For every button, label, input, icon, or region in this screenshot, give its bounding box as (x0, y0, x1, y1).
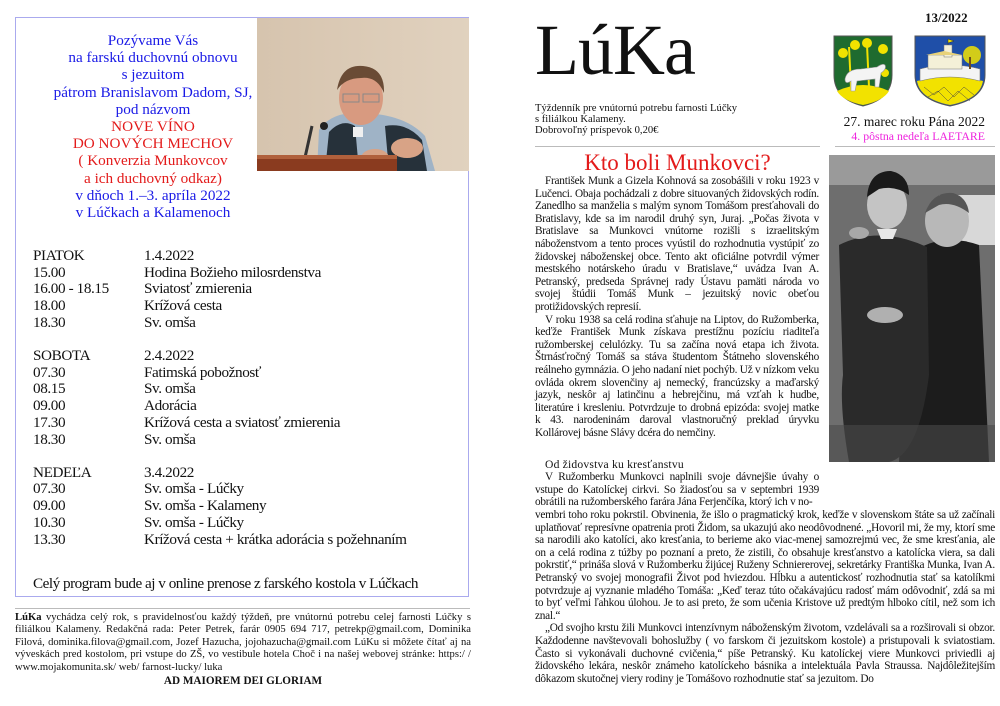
invite-line: na farskú duchovnú obnovu (68, 49, 238, 67)
tagline-price: Dobrovoľný príspevok 0,20€ (535, 125, 659, 137)
invite-title-line: DO NOVÝCH MECHOV (72, 135, 234, 153)
schedule-day-header (33, 348, 453, 365)
schedule-day-friday (33, 248, 453, 332)
schedule-event: Sv. omša (144, 313, 196, 331)
article-column (535, 471, 819, 509)
munk-family-photo (829, 155, 995, 462)
schedule-day-header (33, 465, 453, 482)
schedule-row (33, 481, 453, 498)
schedule-event: Sv. omša - Lúčky (144, 513, 244, 531)
imprint-footer (15, 612, 471, 687)
invite-line: pod názvom (115, 100, 191, 118)
schedule-event: Hodina Božieho milosrdenstva (144, 263, 321, 281)
invite-line: pátrom Branislavom Dadom, SJ, (53, 83, 253, 101)
schedule-event: Sviatosť zmierenia (144, 280, 252, 298)
day-name: PIATOK (33, 247, 85, 264)
footer-text: vychádza celý rok, s pravidelnosťou každý týždeň, pre vnútornú potrebu celej farnosti Lúčky s filiálkou Kalameny. Redakčná rada: Peter Petrek, farár 0905 694 717, petrekp@gmail.com, Dominika Filová, dominika.filova@gmail.com, Jozef Hazucha, jojohazucha@gmail.com LúKu si môžete čítať aj na výveskách pred kostolom, pri vstupe do ZŠ, vo vestibule hotela Choč i na našej webovej stránke: https:/ / www.mojakomunita.sk/ web/ farnost-lucky/ luka (15, 612, 471, 673)
schedule-row (33, 365, 453, 382)
schedule-time: 16.00 - 18.15 (33, 280, 109, 298)
coat-of-arms-castle-icon (914, 35, 986, 107)
schedule-event: Krížová cesta a sviatosť zmierenia (144, 413, 341, 431)
schedule-time: 09.00 (33, 397, 66, 415)
invite-subtitle-line: a ich duchovný odkaz) (84, 169, 222, 187)
schedule-time: 18.00 (33, 297, 66, 315)
schedule-event: Sv. omša (144, 380, 196, 398)
article-paragraph: V Ružomberku Munkovci naplnili svoje dávnejšie úvahy o vstupe do Katolíckej cirkvi. So žiadosťou sa v septembri 1939 obrátili na ružomberského farára Jána Ferjenčíka, ktorý ich v no- (535, 471, 819, 509)
header-divider-right (835, 146, 995, 147)
day-date: 1.4.2022 (144, 247, 194, 264)
schedule-day-saturday (33, 348, 453, 448)
day-date: 3.4.2022 (144, 463, 194, 481)
coat-of-arms-lamb-icon (833, 35, 893, 107)
schedule-time: 10.30 (33, 513, 66, 531)
invitation-text (34, 32, 272, 221)
tagline-line: Týždenník pre vnútornú potrebu farnosti Lúčky (535, 103, 738, 114)
invite-title-line: NOVE VÍNO (111, 118, 195, 136)
schedule-event: Fatimská pobožnosť (144, 363, 261, 381)
header-divider-left (535, 146, 820, 147)
liturgical-sunday: 4. pôstna nedeľa LAETARE (851, 129, 985, 143)
priest-photo-image (257, 18, 469, 171)
day-name: SOBOTA (33, 347, 91, 365)
article-paragraph: V roku 1938 sa celá rodina sťahuje na Liptov, do Ružomberka, keďže František Munk získava prestížnu pozíciu riaditeľa ružomberskej celulózky. Tu sa začína nová etapa ich života. Štrnásťročný Tomáš sa stáva študentom Štátneho slovenského reálneho gymnázia. O jeho nadaní niet pochýb. Už v nízkom veku ovláda okrem slovenčiny aj nemecký, francúzsky a maďarský jazyk, neskôr aj latinčinu a hebrejčinu, má vzťah k hudbe, literatúre i kresleniu. Potvrdzuje to drobná epizóda: svojej matke k 43. narodeninám daroval vlastnoručný preklad úryvku Kollárovej básne Slávy dcéra do nemčiny. (535, 313, 819, 439)
invite-line: s jezuitom (121, 66, 185, 84)
schedule-row (33, 315, 453, 332)
schedule-time: 07.30 (33, 480, 66, 498)
schedule-event: Sv. omša - Lúčky (144, 480, 244, 498)
invite-date-line: v dňoch 1.–3. apríla 2022 (75, 186, 231, 204)
schedule-row (33, 432, 453, 449)
schedule-event: Sv. omša (144, 430, 196, 448)
tagline-line: s filiálkou Kalameny. (535, 114, 626, 126)
priest-photo (257, 18, 469, 171)
schedule-row (33, 398, 453, 415)
article-subheading: Od židovstva ku kresťanstvu (545, 458, 684, 471)
masthead-tagline (535, 103, 737, 137)
article-paragraph: „Od svojho krstu žili Munkovci intenzívnym náboženským životom, vzdelávali sa a rozširovali si obzor. Každodenne navštevovali bohoslužby ( vo farskom či jezuitskom kostole) a pristupovali k sviatostiam. Často si vykonávali duchovné cvičenia,“ píše Petranský. Ku katolíckej viere Munkovci priviedli aj židovského lekára, neskôr známeho katolíckeho básnika a intelektuála Pavla Straussa. Najdôležitejším dôkazom skutočnej viery rodiny je Tomášovo rozhodnutie stať sa jezuitom. Do (535, 622, 995, 685)
schedule-event: Sv. omša - Kalameny (144, 497, 267, 515)
article-column-wide (535, 509, 995, 685)
schedule-time: 15.00 (33, 263, 66, 281)
article-paragraph: vembri toho roku pokrstil. Obvinenia, že išlo o pragmatický krok, keďže v slovenskom štáte sa už začínali uplatňovať represívne opatrenia proti Židom, sa ukazujú ako neodôvodnené. „Hovoril mi, že my, ktorí sme sa narodili ako katolíci, ako kresťania, to berieme ako viac-menej samozrejmú vec, že sme kresťania, ale on a celá rodina z túžby po poznaní a preto, že zistili, čo obsahuje kresťanstvo a katolícka viera, sa dali pokrstiť,“ prináša slová v Ružomberku žijúcej Ruženy Schniererovej, sekretárky Františka Munka, Ivan A. Petranský vo svojej monografii Život pod hviezdou. Hĺbku a autentickosť rozhodnutia stať sa katolíkmi potvrdzuje aj vyznanie mladého Tomáša: „Keď teraz túto očakávajúcu radosť mám odôvodniť, zdá sa mi to byť veľmi ľahkou úlohou. Je to asi preto, že som učenia Kristove už predtým hlboko cítil, než som ich znal.“ (535, 509, 995, 622)
schedule-time: 18.30 (33, 430, 66, 448)
day-name: NEDEĽA (33, 463, 92, 481)
article-paragraph: František Munk a Gizela Kohnová sa zosobášili v roku 1923 v Lučenci. Obaja pochádzali z dobre situovaných židovských rodín. Zanedlho sa manželia s malým synom Tomášom presťahovali do Bratislavy, kde sa im narodil druhý syn, Juraj. „Počas života v Bratislave sa Munkovci vnútorne rozišli s izraelitským náboženstvom a tento proces vyústil do rozhodnutia vystúpiť zo židovskej náboženskej obce. Tento akt oficiálne potvrdil výmer mestského notárskeho úradu v Bratislave,“ uvádza Ivan A. Petranský, predseda Správnej rady Ústavu pamäti národa vo svojej štúdii Tomáš Munk – jezuitský novic obeťou protižidovských represií. (535, 175, 819, 313)
footer-divider (15, 608, 470, 609)
schedule-time: 17.30 (33, 413, 66, 431)
schedule-event: Krížová cesta + krátka adorácia s požehnaním (144, 530, 407, 548)
schedule-event: Krížová cesta (144, 297, 222, 315)
issue-date: 27. marec roku Pána 2022 (843, 114, 985, 129)
schedule-row (33, 298, 453, 315)
schedule-day-sunday (33, 465, 453, 549)
footer-motto: AD MAIOREM DEI GLORIAM (163, 675, 323, 688)
schedule-row (33, 265, 453, 282)
schedule-time: 07.30 (33, 363, 66, 381)
schedule-time: 18.30 (33, 313, 66, 331)
invite-place-line: v Lúčkach a Kalamenoch (75, 204, 231, 222)
day-date: 2.4.2022 (144, 347, 194, 365)
footer-brand: LúKa (15, 612, 42, 623)
schedule-event: Adorácia (144, 397, 197, 415)
invite-subtitle-line: ( Konverzia Munkovcov (78, 152, 228, 170)
issue-number: 13/2022 (925, 10, 968, 25)
munk-photo-image (829, 155, 995, 462)
schedule-row (33, 381, 453, 398)
program-note: Celý program bude aj v online prenose z farského kostola v Lúčkach (33, 575, 418, 592)
schedule-row (33, 515, 453, 532)
schedule-row (33, 498, 453, 515)
article-column (535, 175, 819, 439)
article-title: Kto boli Munkovci? (584, 150, 771, 175)
schedule-time: 09.00 (33, 497, 66, 515)
schedule-row (33, 532, 453, 549)
schedule-time: 13.30 (33, 530, 66, 548)
schedule-row (33, 415, 453, 432)
schedule (33, 248, 453, 565)
invite-line: Pozývame Vás (107, 32, 199, 49)
schedule-day-header (33, 248, 453, 265)
schedule-row (33, 281, 453, 298)
schedule-time: 08.15 (33, 380, 66, 398)
masthead-title: LúKa (535, 10, 695, 90)
